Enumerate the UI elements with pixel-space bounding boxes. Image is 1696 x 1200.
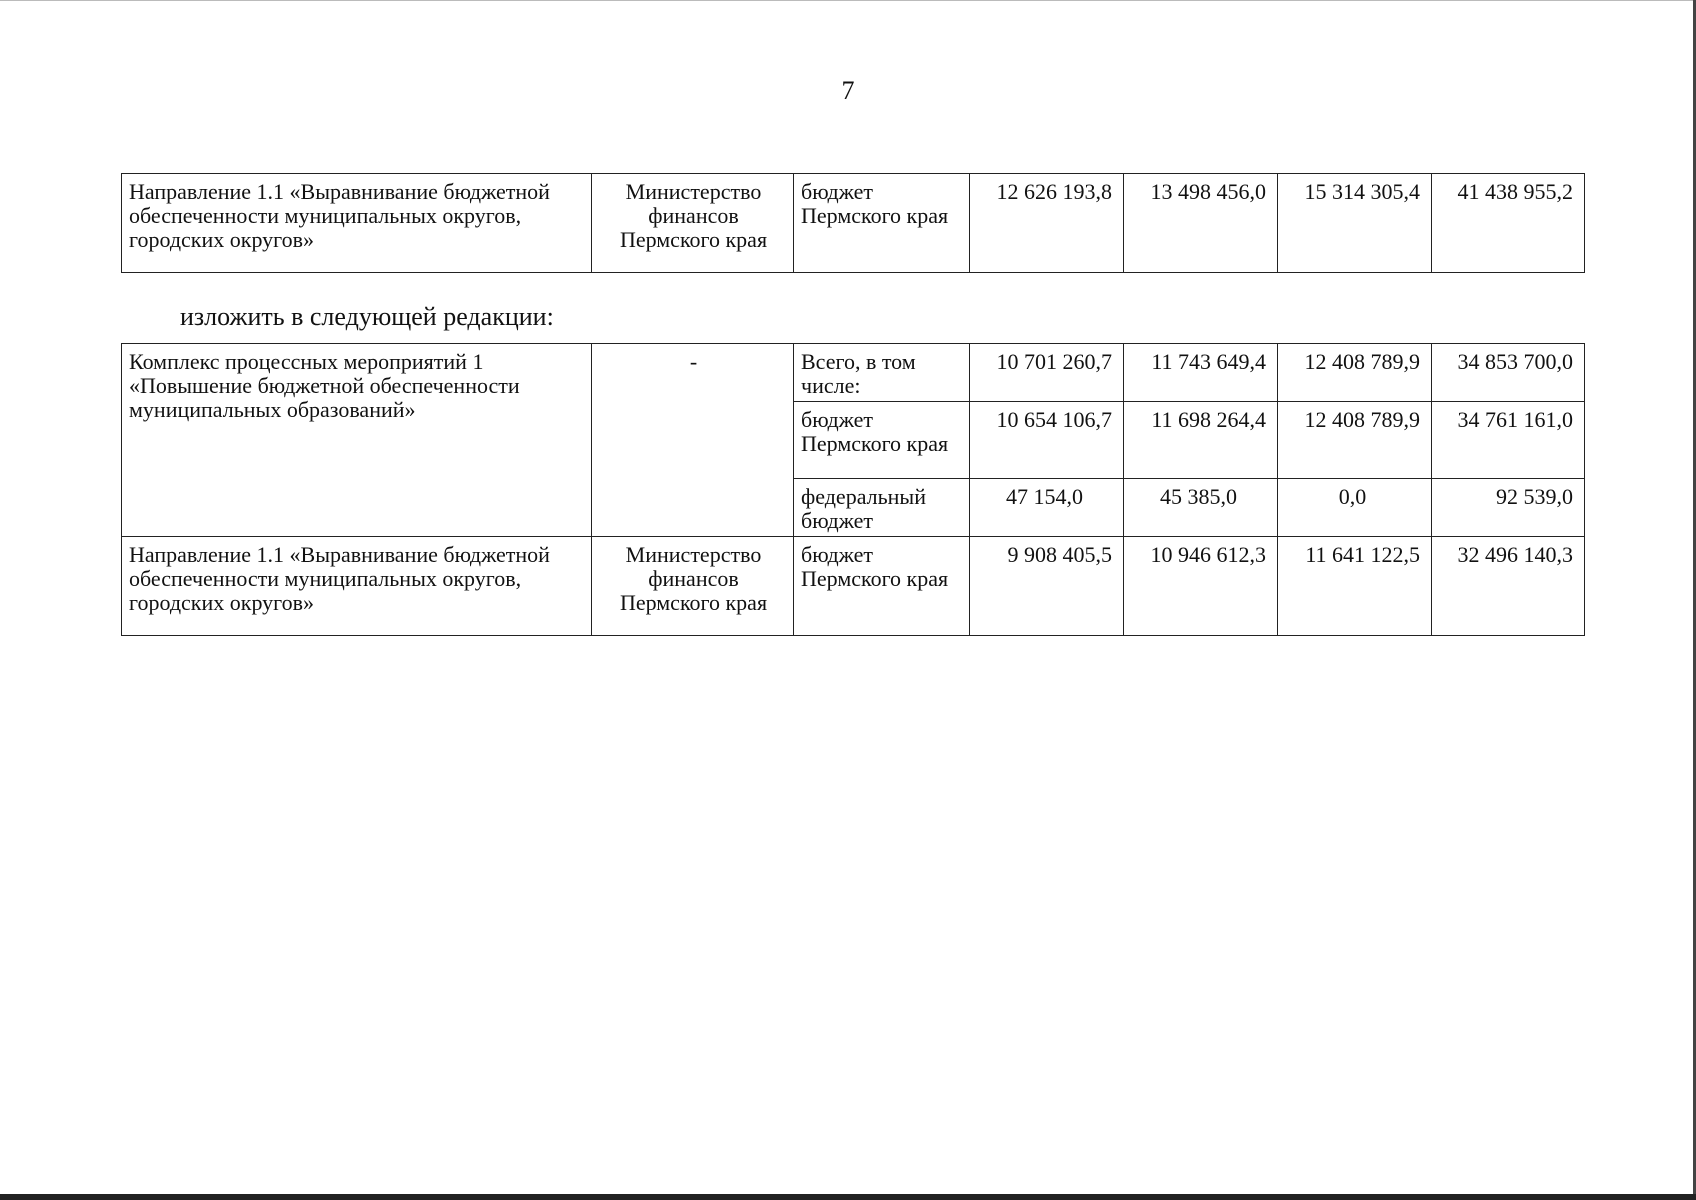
- funding-source-cell: бюджет Пермского края: [794, 537, 970, 636]
- executor-cell: -: [592, 344, 794, 537]
- amount-cell: 12 408 789,9: [1278, 344, 1432, 402]
- table-row: [122, 174, 1585, 273]
- page-number: 7: [841, 76, 855, 105]
- page-top-edge: [0, 0, 1696, 1]
- executor-cell: Министерство финансов Пермского края: [592, 174, 794, 273]
- activity-name-cell: Направление 1.1 «Выравнивание бюджетной обеспеченности муниципальных округов, городских округов»: [122, 537, 592, 636]
- funding-source-cell: бюджет Пермского края: [794, 174, 970, 273]
- activity-name-cell: Направление 1.1 «Выравнивание бюджетной обеспеченности муниципальных округов, городских округов»: [122, 174, 592, 273]
- amount-cell: 0,0: [1278, 479, 1432, 537]
- amount-cell: 34 761 161,0: [1432, 402, 1585, 479]
- amount-cell: 12 626 193,8: [970, 174, 1124, 273]
- amount-cell: 34 853 700,0: [1432, 344, 1585, 402]
- funding-source-cell: бюджет Пермского края: [794, 402, 970, 479]
- complex-name-cell: Комплекс процессных мероприятий 1 «Повышение бюджетной обеспеченности муниципальных образований»: [122, 344, 592, 537]
- amount-cell: 41 438 955,2: [1432, 174, 1585, 273]
- amount-cell: 10 946 612,3: [1124, 537, 1278, 636]
- section-caption: изложить в следующей редакции:: [180, 302, 554, 331]
- old-version-table: [121, 173, 1585, 273]
- funding-source-cell: федеральный бюджет: [794, 479, 970, 537]
- amount-cell: 32 496 140,3: [1432, 537, 1585, 636]
- table-row: [122, 344, 1585, 402]
- amount-cell: 47 154,0: [970, 479, 1124, 537]
- amount-cell: 11 698 264,4: [1124, 402, 1278, 479]
- amount-cell: 13 498 456,0: [1124, 174, 1278, 273]
- amount-cell: 11 641 122,5: [1278, 537, 1432, 636]
- amount-cell: 9 908 405,5: [970, 537, 1124, 636]
- amount-cell: 11 743 649,4: [1124, 344, 1278, 402]
- table-row: [122, 537, 1585, 636]
- amount-cell: 10 654 106,7: [970, 402, 1124, 479]
- funding-source-cell: Всего, в том числе:: [794, 344, 970, 402]
- amount-cell: 92 539,0: [1432, 479, 1585, 537]
- executor-cell: Министерство финансов Пермского края: [592, 537, 794, 636]
- new-version-table: [121, 343, 1585, 636]
- amount-cell: 10 701 260,7: [970, 344, 1124, 402]
- amount-cell: 12 408 789,9: [1278, 402, 1432, 479]
- amount-cell: 15 314 305,4: [1278, 174, 1432, 273]
- amount-cell: 45 385,0: [1124, 479, 1278, 537]
- page-bottom-edge: [0, 1194, 1696, 1200]
